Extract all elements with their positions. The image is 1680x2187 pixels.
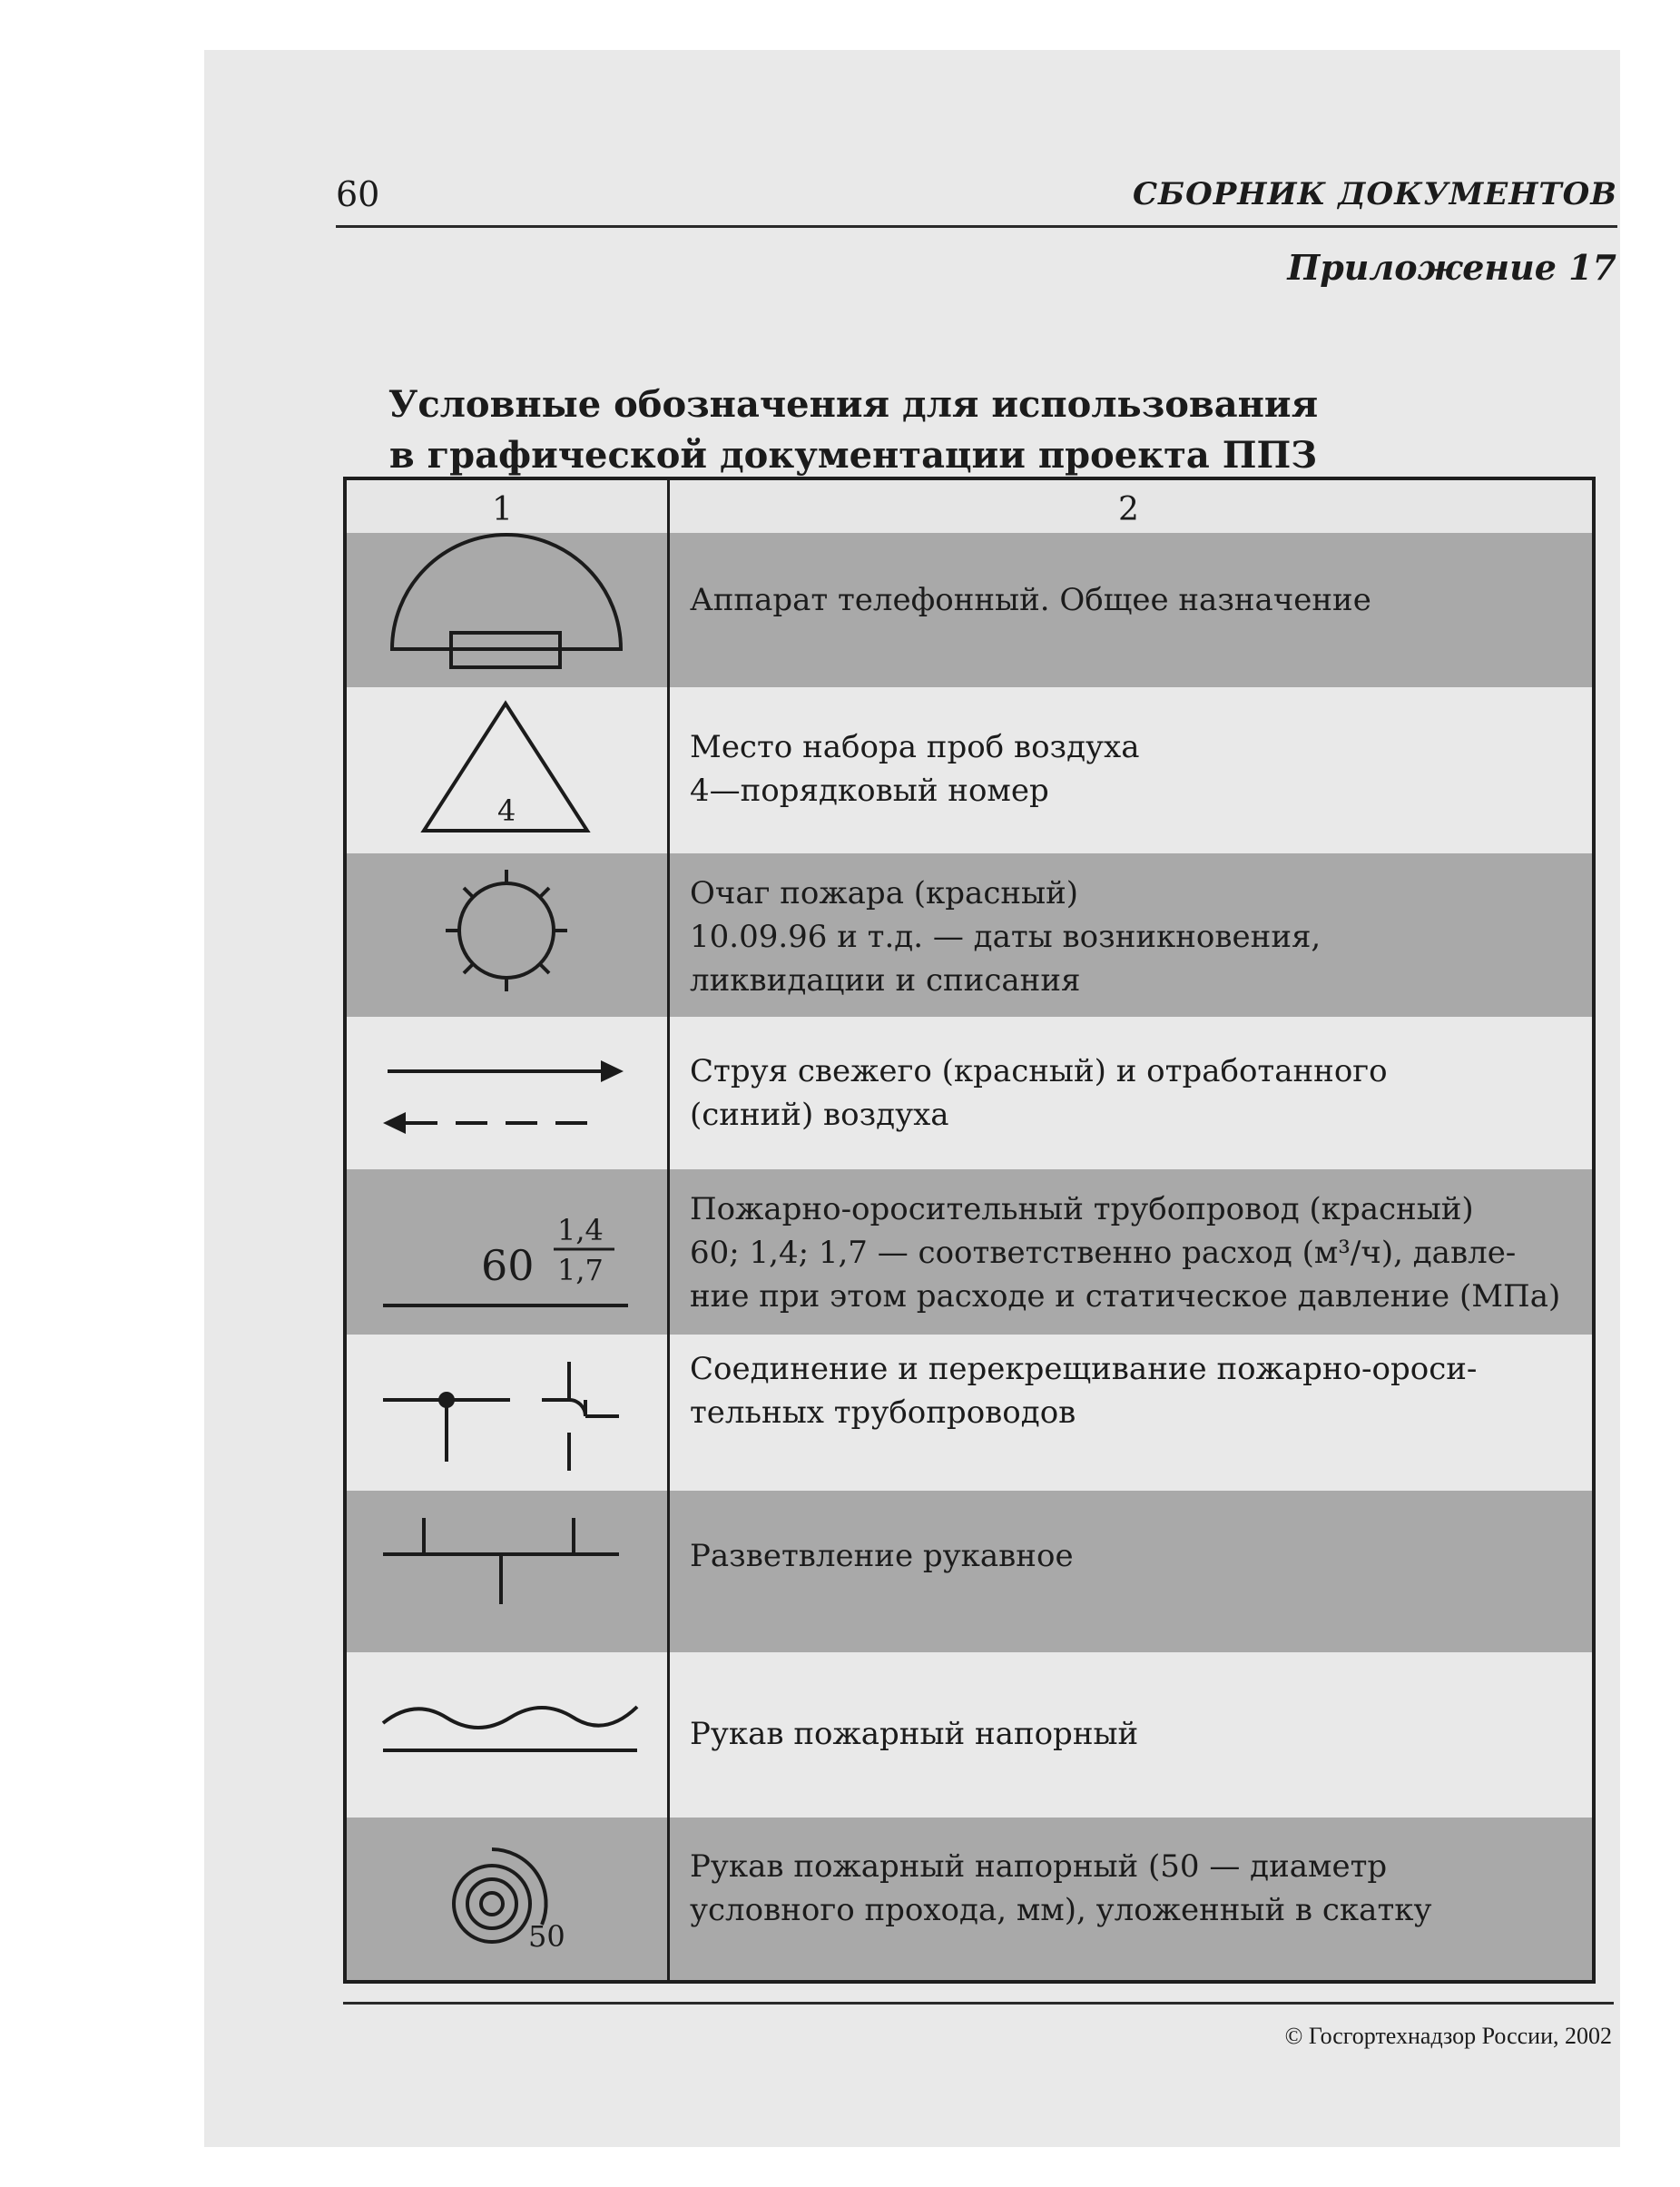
collection-title: СБОРНИК ДОКУМЕНТОВ: [1132, 176, 1617, 212]
table-row: [347, 1818, 1592, 1980]
legend-table: [343, 477, 1596, 1984]
table-row: [347, 1652, 1592, 1818]
table-row: [347, 1491, 1592, 1652]
column-divider: [667, 480, 670, 1980]
table-row: [347, 533, 1592, 687]
document-title-line-1: Условные обозначения для использования: [388, 383, 1319, 426]
table-row: [347, 1017, 1592, 1169]
row-description: Место набора проб воздуха 4—порядковый номер: [690, 729, 1140, 809]
fire-source-sun-icon: [347, 853, 667, 1017]
column-2-header: 2: [1118, 491, 1139, 528]
copyright-notice: © Госгортехнадзор России, 2002: [1284, 2023, 1612, 2049]
document-title-line-2: в графической документации проекта ППЗ: [388, 434, 1318, 477]
running-header: [336, 171, 1617, 228]
footer-rule: [343, 2002, 1614, 2005]
table-row: [347, 1335, 1592, 1491]
row-description: Аппарат телефонный. Общее назначение: [690, 582, 1371, 618]
row-description: Рукав пожарный напорный: [690, 1716, 1139, 1752]
row-description: Разветвление рукавное: [690, 1538, 1074, 1574]
page-number: 60: [336, 174, 380, 214]
row-description: Соединение и перекрещивание пожарно-ороси- тельных трубопроводов: [690, 1351, 1478, 1431]
fire-pipeline-icon: [347, 1169, 667, 1335]
appendix-label: Приложение 17: [1287, 247, 1616, 288]
row-description: Пожарно-оросительный трубопровод (красный) 60; 1,4; 1,7 — соответственно расход (м³/ч), давле- ние при этом расходе и статическое давление (МПа): [690, 1191, 1561, 1315]
table-row: [347, 1169, 1592, 1335]
pressure-hose-wave-icon: [347, 1652, 667, 1818]
table-row: [347, 687, 1592, 853]
pipe-junction-crossing-icon: [347, 1335, 667, 1491]
air-stream-arrows-icon: [347, 1017, 667, 1169]
pipeline-pressure: 1,4: [557, 1213, 604, 1247]
sample-number: 4: [497, 793, 516, 828]
hose-branch-icon: [347, 1491, 667, 1652]
column-1-header: 1: [492, 491, 513, 528]
table-row: [347, 853, 1592, 1017]
document-title: [336, 379, 1371, 481]
row-description: Очаг пожара (красный) 10.09.96 и т.д. — даты возникновения, ликвидации и списания: [690, 875, 1321, 999]
hose-diameter: 50: [528, 1919, 565, 1954]
pipeline-flow-rate: 60: [481, 1241, 535, 1290]
row-description: Рукав пожарный напорный (50 — диаметр условного прохода, мм), уложенный в скатку: [690, 1848, 1432, 1928]
telephone-symbol-icon: [347, 533, 667, 687]
rolled-hose-icon: [347, 1818, 667, 1980]
air-sample-triangle-icon: [347, 687, 667, 853]
table-header-row: [347, 480, 1592, 535]
row-description: Струя свежего (красный) и отработанного (синий) воздуха: [690, 1053, 1388, 1133]
pipeline-static-pressure: 1,7: [557, 1253, 604, 1287]
